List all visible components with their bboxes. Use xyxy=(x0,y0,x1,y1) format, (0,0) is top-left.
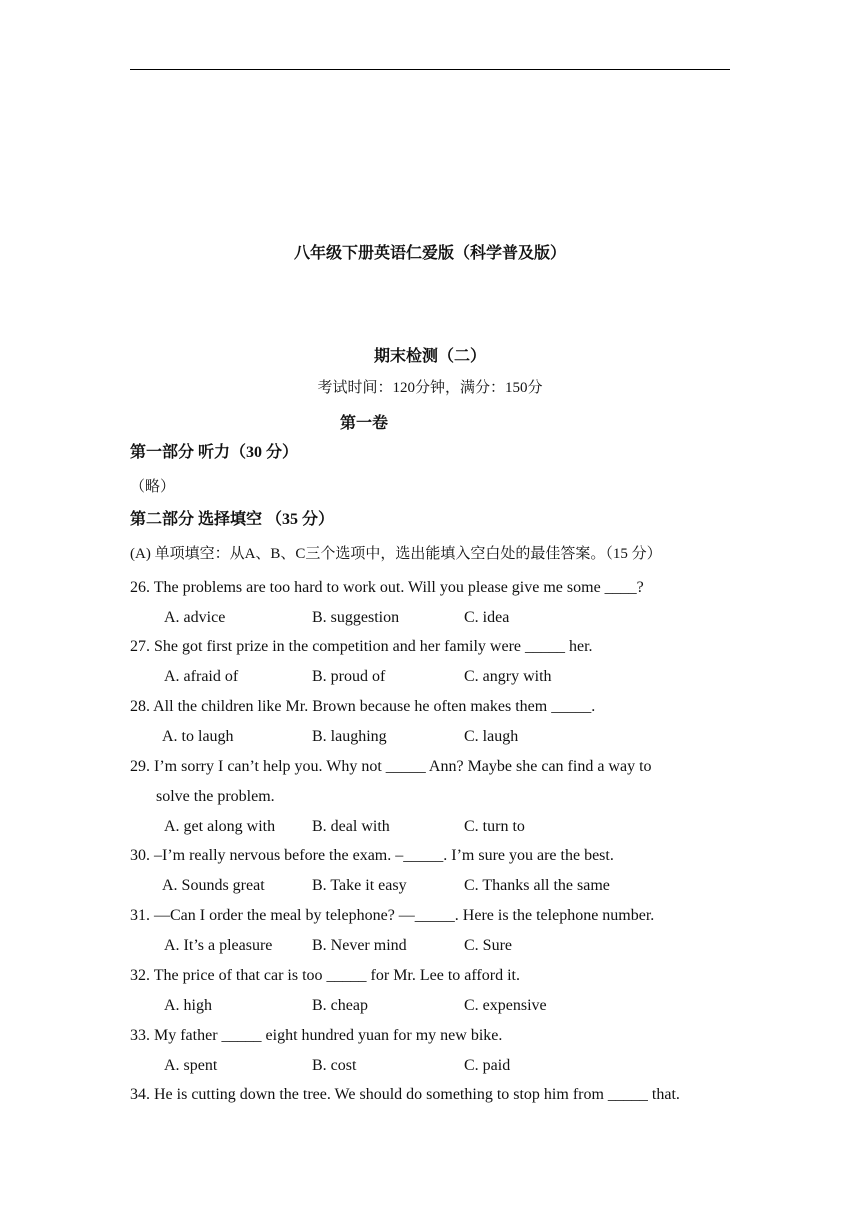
option-c: C. turn to xyxy=(464,818,525,835)
part1-note: （略） xyxy=(130,479,176,495)
option-b: B. Never mind xyxy=(312,937,407,954)
header-rule xyxy=(130,69,730,70)
option-b: B. deal with xyxy=(312,818,390,835)
option-a: A. Sounds great xyxy=(162,877,265,894)
option-c: C. idea xyxy=(464,609,510,626)
question-26: 26. The problems are too hard to work out. Will you please give me some ____? xyxy=(130,579,644,596)
option-c: C. expensive xyxy=(464,997,547,1014)
volume-label: 第一卷 xyxy=(340,415,389,432)
option-b: B. proud of xyxy=(312,668,386,685)
option-a: A. to laugh xyxy=(162,728,234,745)
option-a: A. high xyxy=(164,997,212,1014)
option-a: A. afraid of xyxy=(164,668,239,685)
part1-heading: 第一部分 听力（30 分） xyxy=(130,444,299,461)
question-28: 28. All the children like Mr. Brown because he often makes them _____. xyxy=(130,698,596,715)
option-c: C. laugh xyxy=(464,728,519,745)
question-29: 29. I’m sorry I can’t help you. Why not _____ Ann? Maybe she can find a way to xyxy=(130,758,652,775)
exam-info: 考试时间：120分钟，满分：150分 xyxy=(317,380,543,396)
option-b: B. Take it easy xyxy=(312,877,407,894)
exam-title: 期末检测（二） xyxy=(373,348,486,365)
option-c: C. Sure xyxy=(464,937,512,954)
option-b: B. cost xyxy=(312,1057,357,1074)
option-b: B. cheap xyxy=(312,997,368,1014)
section-a-instruction: (A) 单项填空：从A、B、C三个选项中，选出能填入空白处的最佳答案。（15 分） xyxy=(130,546,662,562)
option-a: A. It’s a pleasure xyxy=(164,937,273,954)
question-34: 34. He is cutting down the tree. We should do something to stop him from _____ that. xyxy=(130,1086,680,1103)
option-b: B. suggestion xyxy=(312,609,400,626)
question-33: 33. My father _____ eight hundred yuan for my new bike. xyxy=(130,1027,503,1044)
question-30: 30. –I’m really nervous before the exam. –_____. I’m sure you are the best. xyxy=(130,847,614,864)
question-27: 27. She got first prize in the competition and her family were _____ her. xyxy=(130,638,593,655)
option-a: A. get along with xyxy=(164,818,276,835)
option-c: C. angry with xyxy=(464,668,552,685)
option-a: A. spent xyxy=(164,1057,218,1074)
option-a: A. advice xyxy=(164,609,226,626)
part2-heading: 第二部分 选择填空 （35 分） xyxy=(130,511,335,528)
question-29-continuation: solve the problem. xyxy=(156,788,275,805)
option-b: B. laughing xyxy=(312,728,387,745)
option-c: C. paid xyxy=(464,1057,511,1074)
question-32: 32. The price of that car is too _____ for Mr. Lee to afford it. xyxy=(130,967,520,984)
option-c: C. Thanks all the same xyxy=(464,877,610,894)
question-31: 31. —Can I order the meal by telephone? —_____. Here is the telephone number. xyxy=(130,907,655,924)
document-title: 八年级下册英语仁爱版（科学普及版） xyxy=(293,245,566,262)
